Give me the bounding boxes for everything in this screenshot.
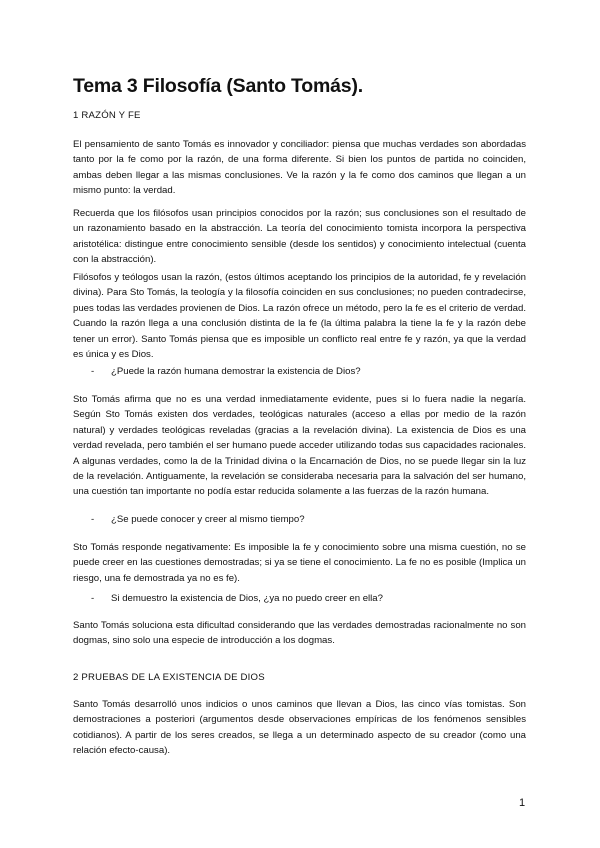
question-text: ¿Se puede conocer y creer al mismo tiempo? bbox=[111, 514, 305, 525]
bullet-dash: - bbox=[91, 593, 95, 604]
question-text: ¿Puede la razón humana demostrar la existencia de Dios? bbox=[111, 366, 361, 377]
paragraph: Santo Tomás desarrolló unos indicios o unos caminos que llevan a Dios, las cinco vías tomistas. Son demostraciones a posteriori (argumentos desde observaciones empíricas de los fenómenos sensibles cotidianos). A partir de los seres creados, se llega a un determinado aspecto de su creador (como una relación efecto-causa). bbox=[73, 699, 526, 757]
paragraph: Filósofos y teólogos usan la razón, (estos últimos aceptando los principios de la autoridad, fe y revelación divina). Para Sto Tomás, la teología y la filosofía coinciden en sus conclusiones; no pueden contradecirse, pues todas las verdades provienen de Dios. La razón ofrece un método, pero la fe es el criterio de verdad. Cuando la razón llega a una conclusión distinta de la fe (la última palabra la tiene la fe y la razón debe tener un error). Santo Tomás piensa que es imposible un conflicto real entre fe y razón, ya que la verdad es única y es Dios. bbox=[73, 272, 526, 361]
question-item bbox=[91, 514, 305, 525]
section-heading-razon-y-fe: 1 RAZÓN Y FE bbox=[73, 110, 141, 121]
page-number: 1 bbox=[519, 797, 526, 809]
bullet-dash: - bbox=[91, 514, 95, 525]
paragraph: Recuerda que los filósofos usan principios conocidos por la razón; sus conclusiones son el resultado de un razonamiento basado en la abstracción. La teoría del conocimiento tomista incorpora la perspectiva aristotélica: distingue entre conocimiento sensible (desde los sentidos) y conocimiento intelectual (cuenta con la abstracción). bbox=[73, 208, 526, 266]
question-text: Si demuestro la existencia de Dios, ¿ya no puedo creer en ella? bbox=[111, 593, 383, 604]
page-title: Tema 3 Filosofía (Santo Tomás). bbox=[73, 75, 363, 97]
paragraph: El pensamiento de santo Tomás es innovador y conciliador: piensa que muchas verdades son abordadas tanto por la fe como por la razón, de una forma diferente. Si bien los puntos de partida no coinciden, ambas deben llegar a las mismas conclusiones. Ve la razón y la fe como dos caminos que llegan a un mismo punto: la verdad. bbox=[73, 139, 526, 197]
question-item bbox=[91, 366, 361, 377]
paragraph: Santo Tomás soluciona esta dificultad considerando que las verdades demostradas racionalmente no son dogmas, sino solo una especie de introducción a los dogmas. bbox=[73, 620, 526, 647]
paragraph: Sto Tomás afirma que no es una verdad inmediatamente evidente, pues si lo fuera nadie la negaría. Según Sto Tomás existen dos verdades, teológicas naturales (acceso a ellas por medio de la razón natural) y verdades teológicas reveladas (gracias a la revelación divina). La existencia de Dios es una verdad revelada, pero también el ser humano puede acceder utilizando todas sus capacidades racionales. A algunas verdades, como la de la Trinidad divina o la Encarnación de Dios, no se puede llegar sin la luz de la revelación. Antiguamente, la revelación se consideraba necesaria para la salvación del ser humano, una cuestión tan importante no podía estar reducida solamente a las fuerzas de la razón humana. bbox=[73, 394, 526, 498]
paragraph: Sto Tomás responde negativamente: Es imposible la fe y conocimiento sobre una misma cuestión, no se puede creer en las cuestiones demostradas; si ya se tiene el conocimiento. La fe no es posible (Implica un riesgo, una fe demostrada ya no es fe). bbox=[73, 542, 526, 584]
question-item bbox=[91, 593, 383, 604]
bullet-dash: - bbox=[91, 366, 95, 377]
section-heading-pruebas: 2 PRUEBAS DE LA EXISTENCIA DE DIOS bbox=[73, 672, 265, 683]
